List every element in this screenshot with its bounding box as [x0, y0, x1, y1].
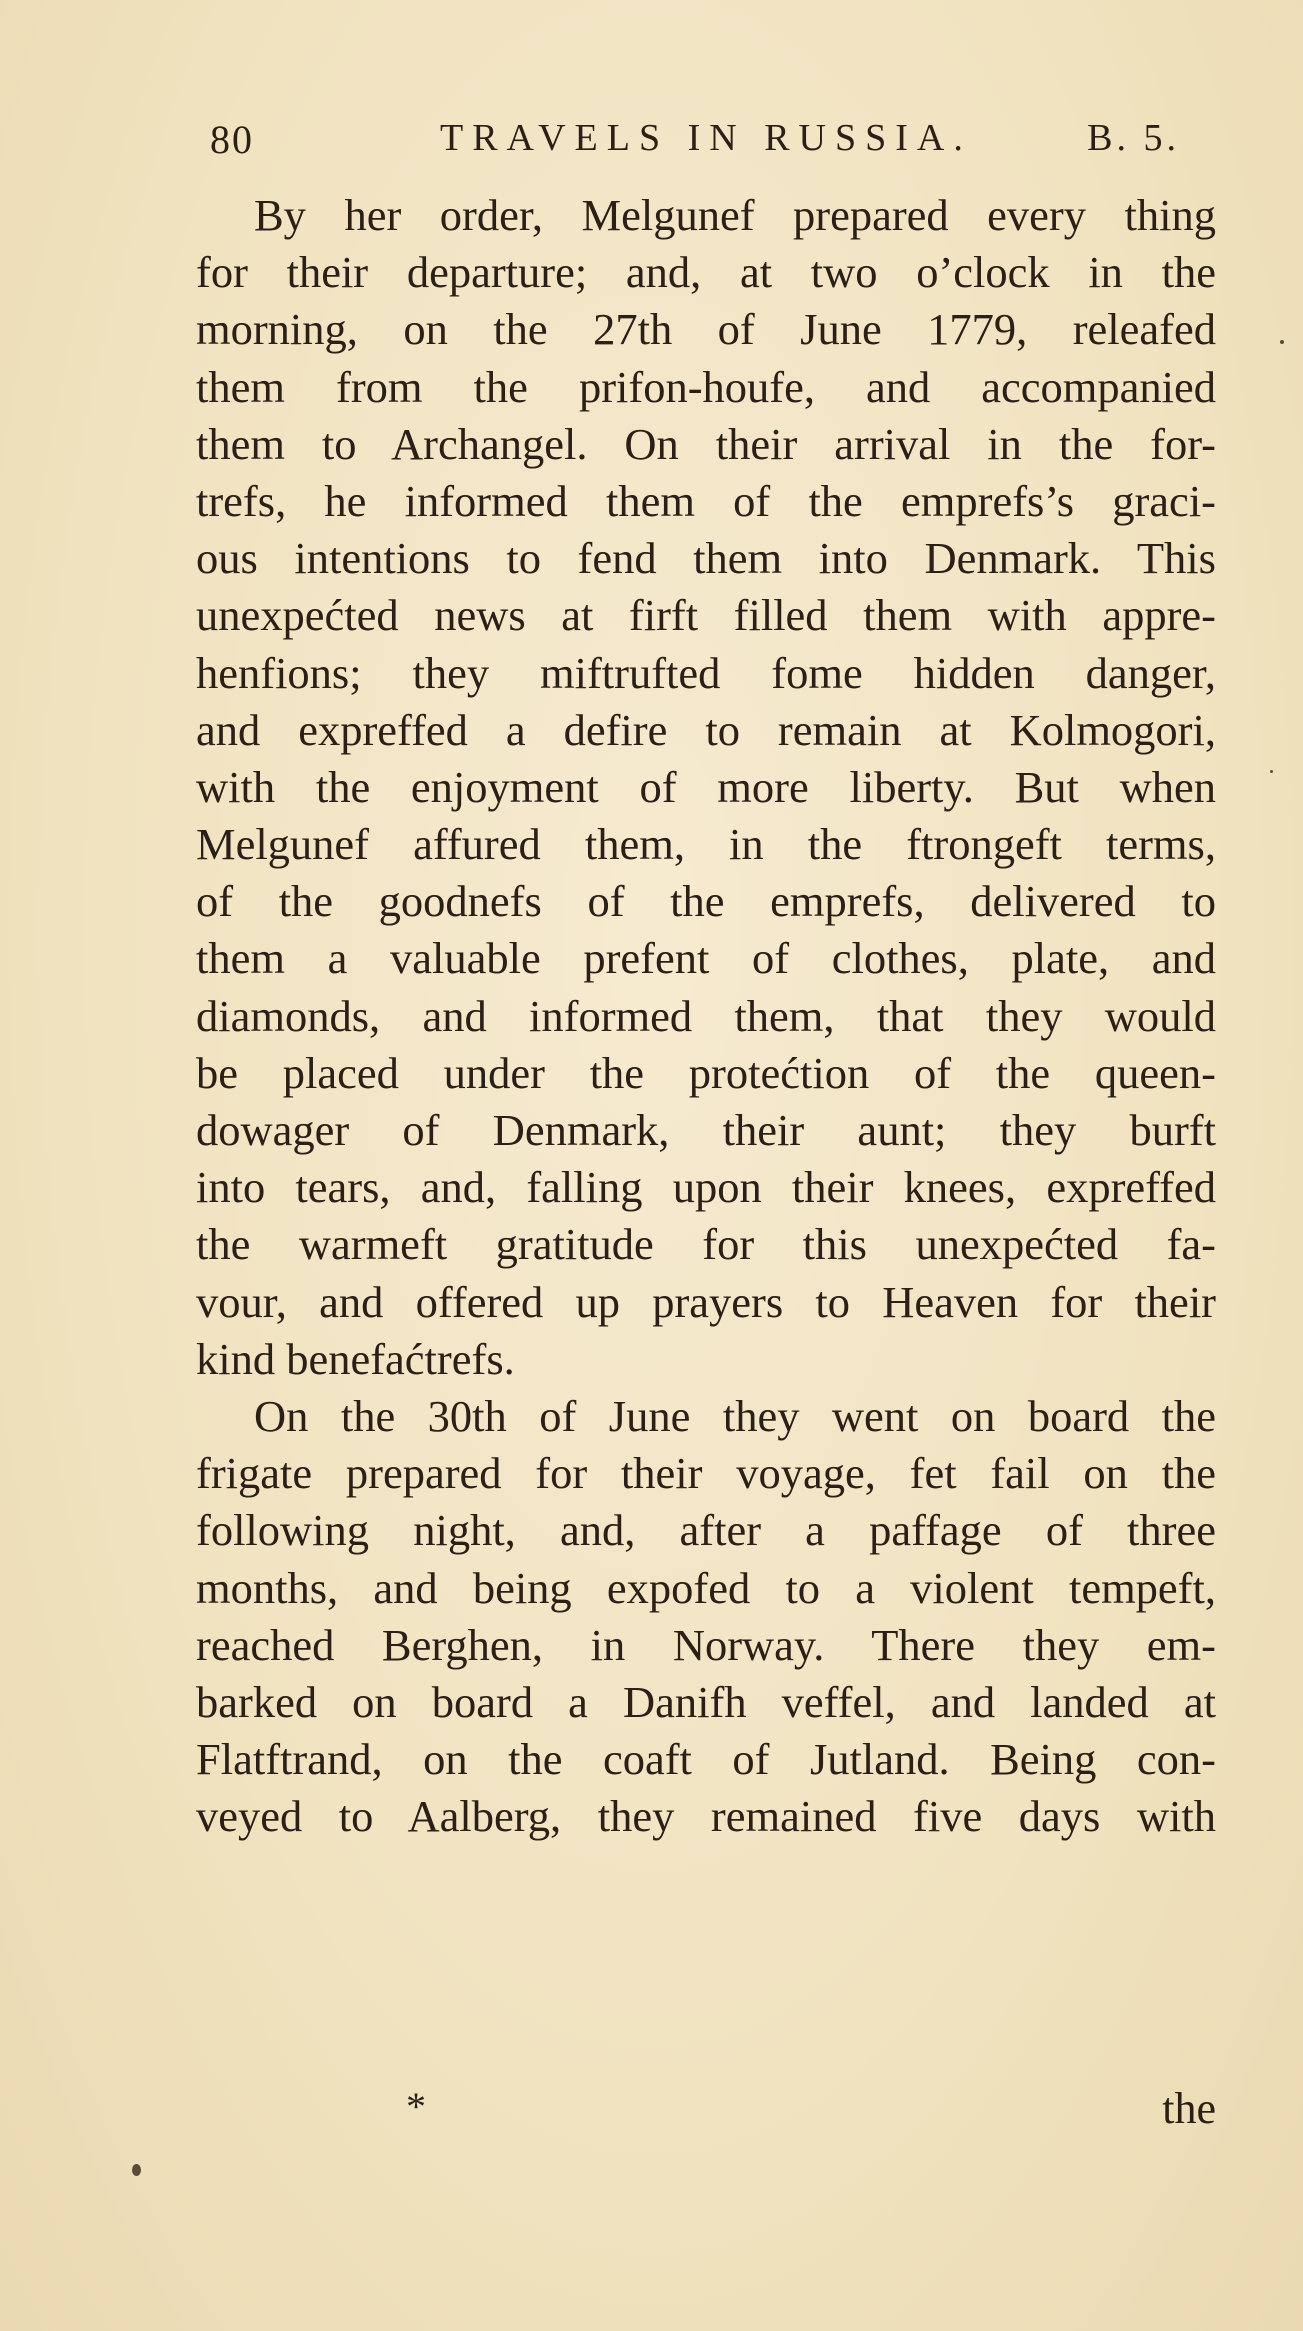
text-line: them from the prifon-houfe, and accompanied [196, 361, 1216, 412]
running-title: TRAVELS IN RUSSIA. [440, 117, 972, 159]
text-line: unexpećted news at firft filled them with appre- [196, 590, 1216, 641]
ink-speck [132, 2164, 141, 2176]
page-footer [196, 2083, 1216, 2143]
text-line: barked on board a Danifh veffel, and landed at [196, 1676, 1216, 1727]
text-line: veyed to Aalberg, they remained five days with [196, 1791, 1216, 1842]
text-line: kind benefaćtrefs. [196, 1333, 515, 1384]
catchword: the [1162, 2084, 1216, 2133]
text-line: On the 30th of June they went on board the [254, 1390, 1216, 1441]
signature-mark: * [406, 2084, 426, 2129]
text-line: reached Berghen, in Norway. There they em- [196, 1619, 1216, 1670]
page-number: 80 [210, 117, 254, 162]
ink-speck [1270, 770, 1273, 773]
text-line: them a valuable prefent of clothes, plate, and [196, 933, 1216, 984]
body-text [196, 187, 1216, 1845]
text-line: months, and being expofed to a violent tempeft, [196, 1562, 1216, 1613]
text-line: following night, and, after a paffage of three [196, 1505, 1216, 1556]
text-line: into tears, and, falling upon their knees, expreffed [196, 1162, 1216, 1213]
text-line: the warmeft gratitude for this unexpećted fa- [196, 1219, 1216, 1270]
text-line: trefs, he informed them of the emprefs’s graci- [196, 475, 1216, 526]
text-line: diamonds, and informed them, that they would [196, 990, 1216, 1041]
running-header [210, 108, 1180, 168]
text-line: and expreffed a defire to remain at Kolmogori, [196, 704, 1216, 755]
text-line: morning, on the 27th of June 1779, releafed [196, 304, 1216, 355]
text-line: vour, and offered up prayers to Heaven for their [196, 1276, 1216, 1327]
text-line: them to Archangel. On their arrival in the for- [196, 418, 1216, 469]
ink-speck [1280, 340, 1284, 344]
text-line: for their departure; and, at two o’clock in the [196, 247, 1216, 298]
text-line: By her order, Melgunef prepared every thing [254, 190, 1216, 240]
text-line: frigate prepared for their voyage, fet fail on the [196, 1448, 1216, 1499]
text-line: dowager of Denmark, their aunt; they burft [196, 1105, 1216, 1155]
text-line: of the goodnefs of the emprefs, delivered to [196, 876, 1216, 927]
text-line: Flatftrand, on the coaft of Jutland. Being con- [196, 1734, 1216, 1785]
text-line: Melgunef affured them, in the ftrongeft terms, [196, 819, 1216, 870]
text-line: ous intentions to fend them into Denmark. This [196, 533, 1216, 584]
section-mark: B. 5. [1087, 117, 1180, 159]
text-line: henfions; they miftrufted fome hidden danger, [196, 647, 1216, 698]
text-line: with the enjoyment of more liberty. But when [196, 761, 1216, 812]
text-line: be placed under the protećtion of the queen- [196, 1047, 1216, 1098]
